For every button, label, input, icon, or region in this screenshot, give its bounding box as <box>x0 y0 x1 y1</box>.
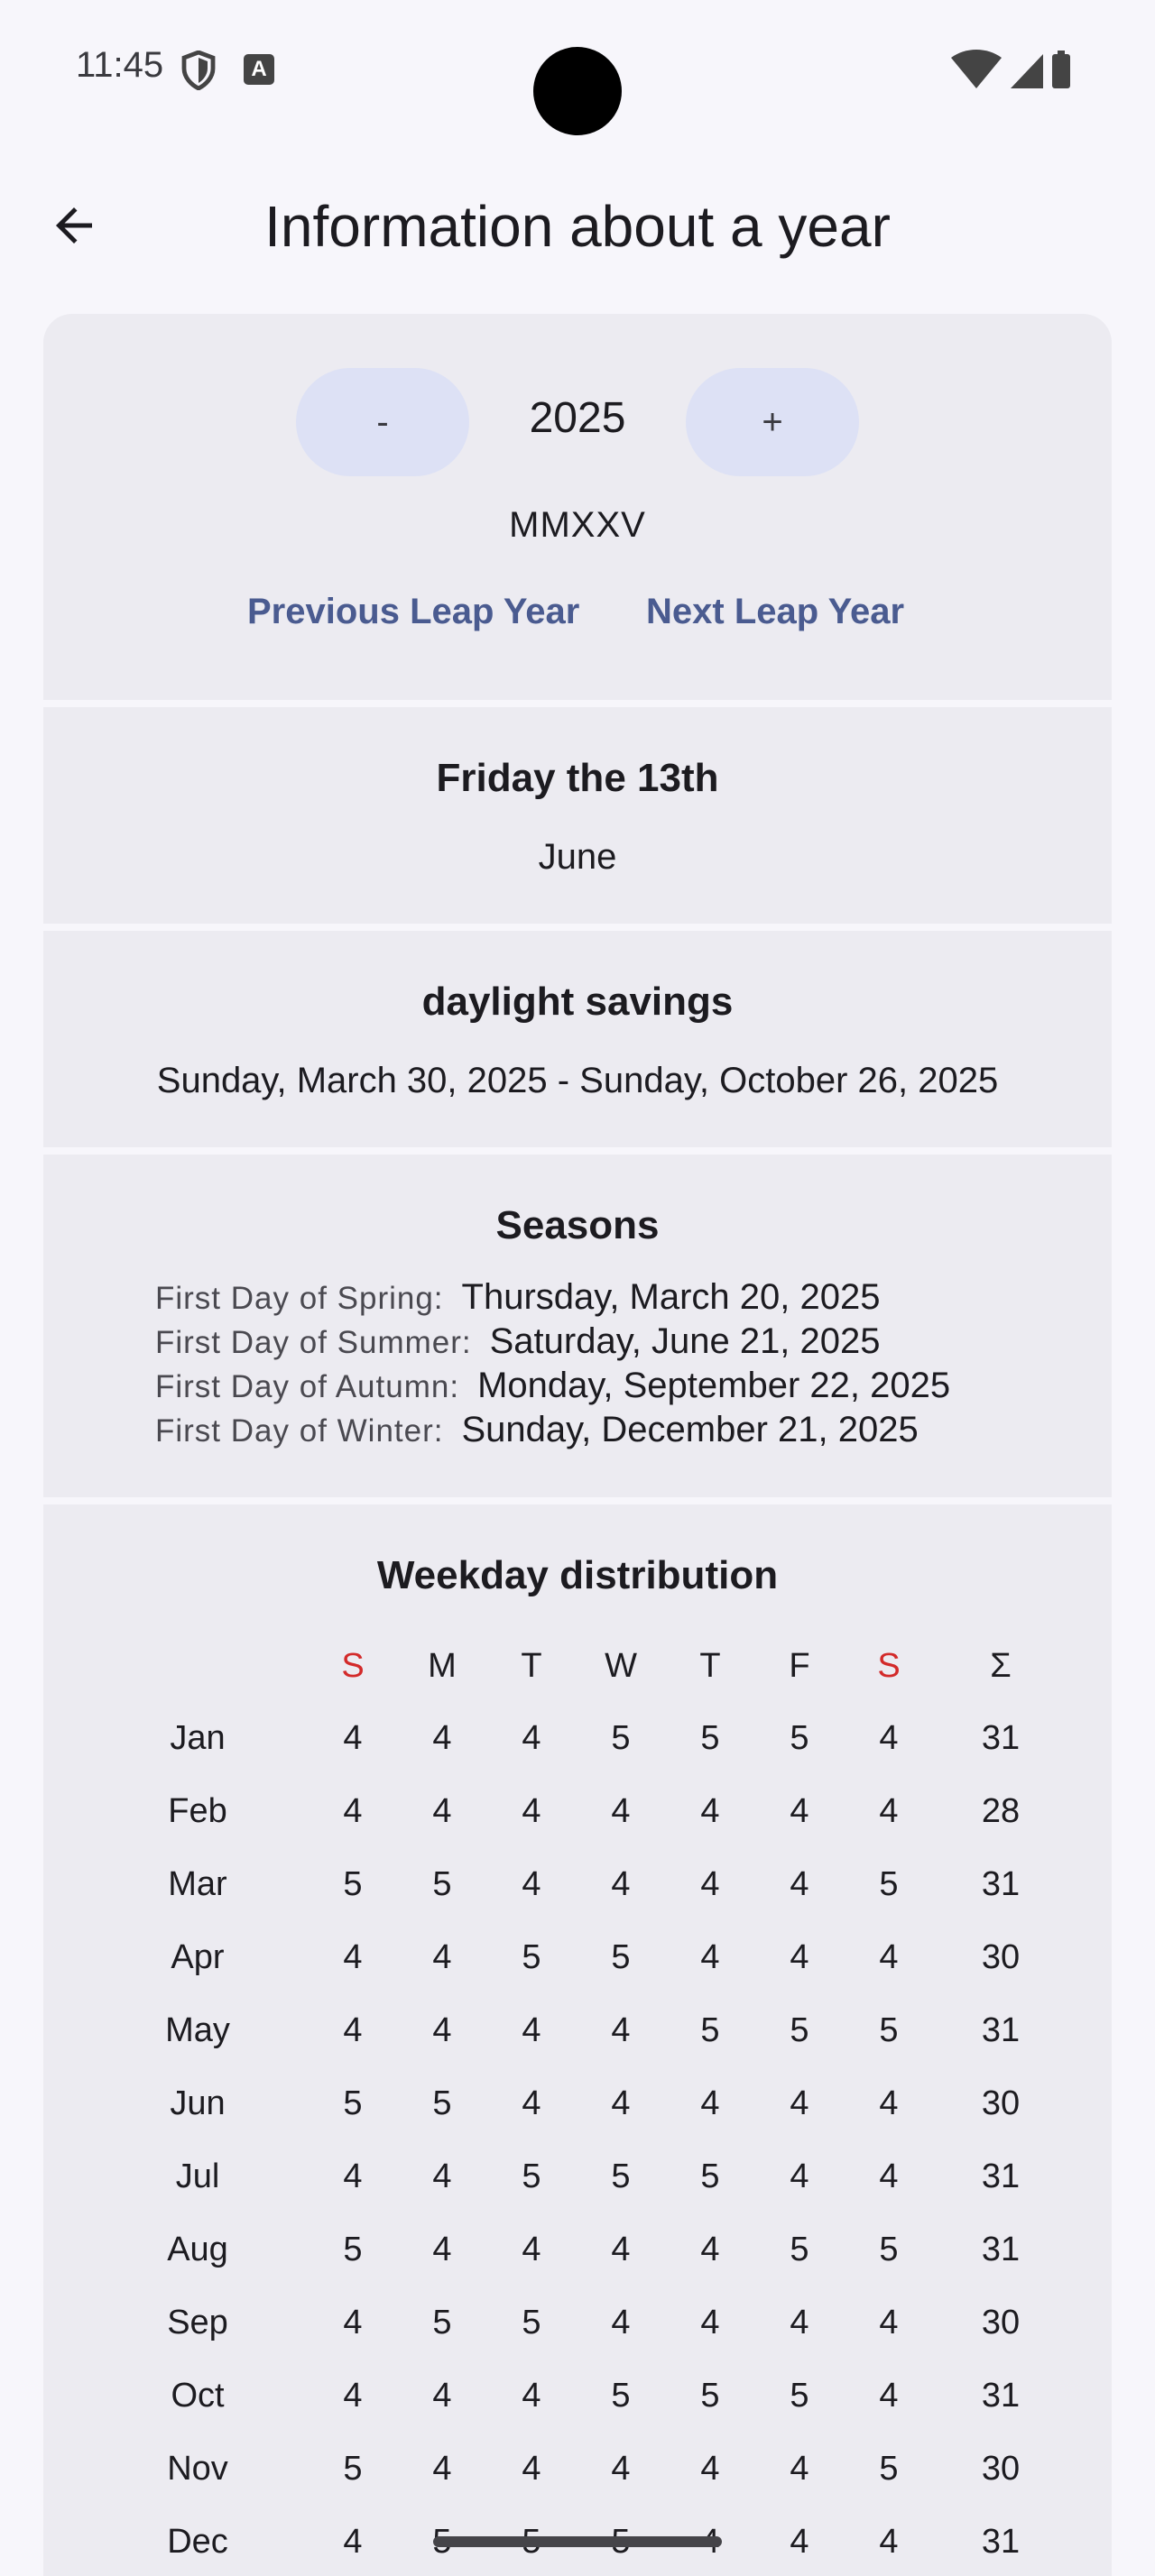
daylight-savings-range: Sunday, March 30, 2025 - Sunday, October 26, 2025 <box>156 1061 999 1100</box>
battery-icon <box>1052 51 1070 88</box>
weekday-count-cell: 30 <box>981 1938 1021 1976</box>
weekday-count-cell: 4 <box>522 1865 541 1903</box>
weekday-count-cell: 30 <box>981 2084 1021 2122</box>
month-label: Mar <box>168 1865 227 1903</box>
weekday-count-cell: 5 <box>700 2377 720 2415</box>
month-label: Jan <box>170 1719 226 1757</box>
increment-year-button[interactable]: + <box>686 368 859 476</box>
weekday-count-cell: 4 <box>611 2084 631 2122</box>
year-value: 2025 <box>529 394 626 442</box>
weekday-count-cell: 4 <box>879 2304 899 2341</box>
season-row-spring <box>155 1277 881 1318</box>
gesture-bar <box>433 2536 722 2547</box>
month-label: Jun <box>170 2084 226 2122</box>
weekday-count-cell: 5 <box>343 1865 363 1903</box>
weekday-distribution-title: Weekday distribution <box>376 1553 779 1597</box>
weekday-count-cell: 4 <box>522 2450 541 2488</box>
month-label: Sep <box>167 2304 228 2341</box>
weekday-count-cell: 4 <box>432 2450 452 2488</box>
season-value: Saturday, June 21, 2025 <box>489 1321 881 1361</box>
weekday-count-cell: 4 <box>522 2011 541 2049</box>
weekday-count-cell: 30 <box>981 2304 1021 2341</box>
front-camera <box>533 47 622 135</box>
weekday-count-cell: 4 <box>611 1792 631 1830</box>
weekday-count-cell: 5 <box>611 2157 631 2195</box>
friday-13th-card <box>43 707 1112 924</box>
weekday-count-cell: 4 <box>522 2084 541 2122</box>
weekday-count-cell: 4 <box>432 1792 452 1830</box>
weekday-count-cell: 4 <box>611 1865 631 1903</box>
weekday-count-cell: 4 <box>432 2377 452 2415</box>
weekday-count-cell: 5 <box>343 2084 363 2122</box>
weekday-count-cell: 31 <box>981 2157 1021 2195</box>
weekday-count-cell: 5 <box>790 2377 809 2415</box>
previous-leap-year-button[interactable]: Previous Leap Year <box>247 592 580 631</box>
weekday-count-cell: 4 <box>343 2304 363 2341</box>
weekday-count-cell: 5 <box>879 2231 899 2268</box>
weekday-count-cell: 4 <box>343 2157 363 2195</box>
weekday-count-cell: 4 <box>522 1719 541 1757</box>
weekday-count-cell: 4 <box>522 2377 541 2415</box>
daylight-savings-card <box>43 931 1112 1147</box>
weekday-header-cell: T <box>521 1647 542 1685</box>
next-leap-year-button[interactable]: Next Leap Year <box>646 592 905 631</box>
month-label: Feb <box>168 1792 227 1830</box>
weekday-header-cell: S <box>877 1647 901 1685</box>
month-label: Dec <box>167 2523 228 2561</box>
weekday-header-cell: F <box>789 1647 810 1685</box>
season-label: First Day of Winter: <box>155 1413 444 1449</box>
weekday-count-cell: 4 <box>700 1792 720 1830</box>
weekday-count-cell: 4 <box>611 2450 631 2488</box>
month-label: Oct <box>171 2377 225 2415</box>
weekday-count-cell: 4 <box>432 1938 452 1976</box>
daylight-savings-title: daylight savings <box>421 980 734 1024</box>
weekday-count-cell: 5 <box>432 1865 452 1903</box>
weekday-count-cell: 4 <box>879 2157 899 2195</box>
weekday-count-cell: 4 <box>790 1865 809 1903</box>
weekday-count-cell: 31 <box>981 2231 1021 2268</box>
weekday-count-cell: 5 <box>432 2084 452 2122</box>
weekday-count-cell: 4 <box>432 2231 452 2268</box>
month-label: May <box>165 2011 230 2049</box>
weekday-count-cell: 4 <box>790 2304 809 2341</box>
weekday-count-cell: 5 <box>611 1938 631 1976</box>
season-value: Monday, September 22, 2025 <box>477 1366 951 1405</box>
wifi-icon <box>951 50 1002 88</box>
weekday-count-cell: 4 <box>611 2304 631 2341</box>
weekday-header-cell: W <box>605 1647 637 1685</box>
weekday-count-cell: 4 <box>700 2231 720 2268</box>
weekday-count-cell: 5 <box>522 2304 541 2341</box>
weekday-header-cell: Σ <box>990 1647 1012 1685</box>
weekday-count-cell: 5 <box>790 1719 809 1757</box>
season-row-autumn <box>155 1366 950 1406</box>
weekday-count-cell: 4 <box>879 1938 899 1976</box>
weekday-count-cell: 4 <box>343 1719 363 1757</box>
weekday-header-cell: S <box>341 1647 365 1685</box>
weekday-count-cell: 4 <box>879 1719 899 1757</box>
month-label: Jul <box>175 2157 220 2195</box>
weekday-count-cell: 4 <box>700 1938 720 1976</box>
weekday-count-cell: 4 <box>432 1719 452 1757</box>
weekday-count-cell: 5 <box>343 2231 363 2268</box>
weekday-count-cell: 5 <box>879 2011 899 2049</box>
weekday-count-cell: 4 <box>700 2084 720 2122</box>
weekday-count-cell: 5 <box>522 1938 541 1976</box>
weekday-count-cell: 5 <box>343 2450 363 2488</box>
season-label: First Day of Spring: <box>155 1281 444 1316</box>
weekday-count-cell: 31 <box>981 1719 1021 1757</box>
weekday-count-cell: 5 <box>611 2377 631 2415</box>
weekday-count-cell: 5 <box>700 1719 720 1757</box>
weekday-count-cell: 5 <box>522 2157 541 2195</box>
a-box-icon: A <box>244 54 274 85</box>
weekday-count-cell: 4 <box>611 2231 631 2268</box>
weekday-header-cell: M <box>428 1647 457 1685</box>
weekday-count-cell: 4 <box>790 1938 809 1976</box>
weekday-count-cell: 4 <box>790 2157 809 2195</box>
weekday-count-cell: 5 <box>611 1719 631 1757</box>
weekday-count-cell: 4 <box>700 2304 720 2341</box>
weekday-count-cell: 5 <box>790 2231 809 2268</box>
weekday-header-cell: T <box>699 1647 721 1685</box>
weekday-count-cell: 4 <box>343 2011 363 2049</box>
weekday-count-cell: 5 <box>700 2157 720 2195</box>
weekday-count-cell: 30 <box>981 2450 1021 2488</box>
month-label: Nov <box>167 2450 228 2488</box>
weekday-count-cell: 5 <box>879 1865 899 1903</box>
weekday-count-cell: 4 <box>700 2450 720 2488</box>
weekday-count-cell: 4 <box>432 2157 452 2195</box>
weekday-count-cell: 4 <box>879 2523 899 2561</box>
season-value: Thursday, March 20, 2025 <box>461 1277 881 1317</box>
weekday-count-cell: 5 <box>432 2304 452 2341</box>
weekday-count-cell: 4 <box>343 2377 363 2415</box>
weekday-count-cell: 4 <box>790 2450 809 2488</box>
weekday-count-cell: 31 <box>981 1865 1021 1903</box>
weekday-count-cell: 4 <box>522 1792 541 1830</box>
season-value: Sunday, December 21, 2025 <box>461 1410 919 1449</box>
app-bar <box>0 171 1155 280</box>
status-time: 11:45 <box>76 45 164 85</box>
weekday-count-cell: 4 <box>343 2523 363 2561</box>
roman-numeral: MMXXV <box>509 505 646 545</box>
weekday-count-cell: 31 <box>981 2377 1021 2415</box>
weekday-count-cell: 4 <box>343 1792 363 1830</box>
weekday-count-cell: 4 <box>522 2231 541 2268</box>
weekday-count-cell: 28 <box>981 1792 1021 1830</box>
weekday-count-cell: 4 <box>432 2011 452 2049</box>
weekday-count-cell: 5 <box>879 2450 899 2488</box>
decrement-year-button[interactable]: - <box>296 368 469 476</box>
weekday-count-cell: 4 <box>879 2084 899 2122</box>
weekday-count-cell: 31 <box>981 2011 1021 2049</box>
weekday-count-cell: 4 <box>611 2011 631 2049</box>
weekday-count-cell: 4 <box>790 2523 809 2561</box>
season-row-winter <box>155 1410 919 1450</box>
season-label: First Day of Summer: <box>155 1325 472 1360</box>
weekday-count-cell: 4 <box>343 1938 363 1976</box>
season-label: First Day of Autumn: <box>155 1369 460 1404</box>
weekday-count-cell: 4 <box>879 2377 899 2415</box>
month-label: Aug <box>167 2231 228 2268</box>
month-label: Apr <box>171 1938 225 1976</box>
weekday-count-cell: 31 <box>981 2523 1021 2561</box>
weekday-count-cell: 4 <box>700 1865 720 1903</box>
page-title: Information about a year <box>264 194 891 259</box>
weekday-count-cell: 4 <box>790 2084 809 2122</box>
weekday-count-cell: 5 <box>790 2011 809 2049</box>
signal-icon <box>1011 54 1043 88</box>
friday-13th-months: June <box>538 837 617 877</box>
weekday-count-cell: 5 <box>700 2011 720 2049</box>
weekday-count-cell: 4 <box>790 1792 809 1830</box>
status-bar <box>0 0 1155 135</box>
season-row-summer <box>155 1321 881 1362</box>
friday-13th-title: Friday the 13th <box>436 756 719 800</box>
shield-icon <box>180 51 217 95</box>
weekday-count-cell: 4 <box>879 1792 899 1830</box>
seasons-title: Seasons <box>495 1203 660 1247</box>
